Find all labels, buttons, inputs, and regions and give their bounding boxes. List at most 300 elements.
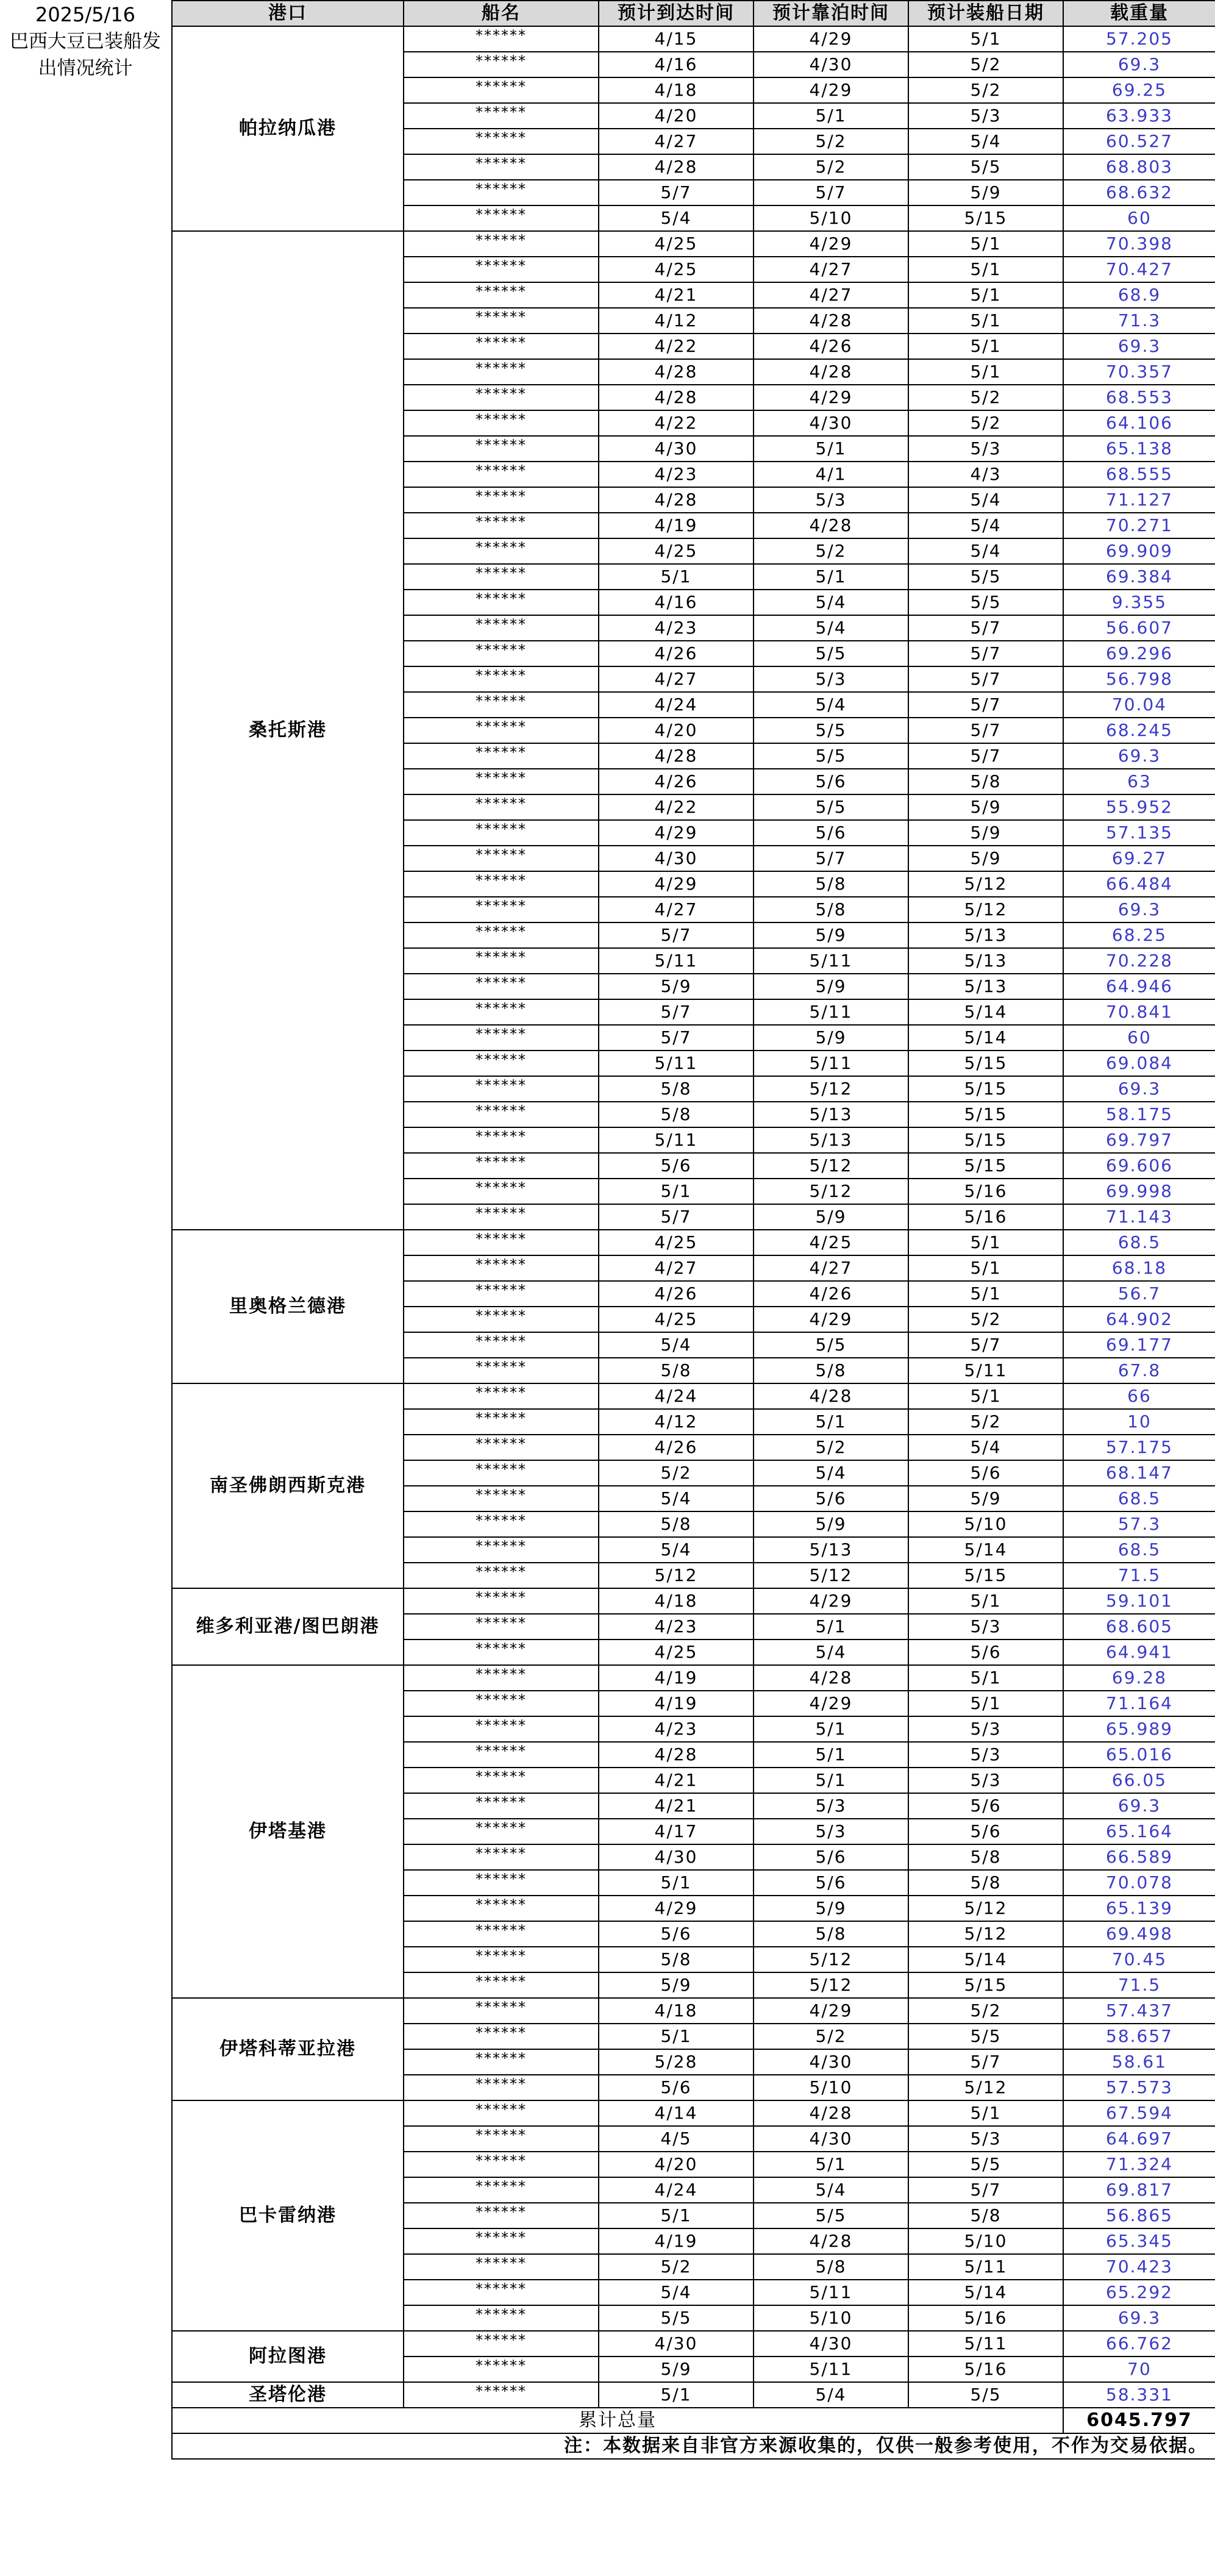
ship-name: ****** (404, 1076, 599, 1102)
etb-cell: 5/2 (754, 2024, 908, 2049)
weight-cell: 71.324 (1063, 2152, 1215, 2177)
ship-name: ****** (404, 2254, 599, 2280)
report-date: 2025/5/16 (35, 3, 136, 26)
weight-cell: 68.555 (1063, 462, 1215, 487)
weight-cell: 68.5 (1063, 1486, 1215, 1511)
eta-cell: 5/1 (599, 1179, 754, 1204)
load-date-cell: 5/15 (908, 205, 1063, 231)
etb-cell: 5/4 (754, 1639, 908, 1665)
etb-cell: 5/6 (754, 820, 908, 846)
weight-cell: 66.484 (1063, 871, 1215, 897)
ship-name: ****** (404, 2024, 599, 2049)
load-date-cell: 5/16 (908, 1204, 1063, 1230)
eta-cell: 4/16 (599, 590, 754, 615)
load-date-cell: 5/13 (908, 948, 1063, 974)
eta-cell: 4/25 (599, 538, 754, 564)
report-title-line1: 巴西大豆已装船发 (10, 30, 161, 52)
load-date-cell: 5/6 (908, 1819, 1063, 1844)
load-date-cell: 5/9 (908, 180, 1063, 205)
header-etb: 预计靠泊时间 (754, 1, 908, 26)
ship-name: ****** (404, 334, 599, 359)
load-date-cell: 5/1 (908, 1691, 1063, 1716)
eta-cell: 5/1 (599, 2382, 754, 2408)
load-date-cell: 5/7 (908, 692, 1063, 718)
etb-cell: 5/6 (754, 1870, 908, 1896)
eta-cell: 4/29 (599, 820, 754, 846)
eta-cell: 5/2 (599, 1460, 754, 1486)
eta-cell: 4/30 (599, 846, 754, 871)
etb-cell: 4/1 (754, 462, 908, 487)
table-row (172, 1588, 1215, 1614)
ship-name: ****** (404, 2152, 599, 2177)
etb-cell: 5/5 (754, 743, 908, 769)
weight-cell: 70.423 (1063, 2254, 1215, 2280)
etb-cell: 5/9 (754, 922, 908, 948)
ship-name: ****** (404, 1127, 599, 1153)
header-weight: 载重量 (1063, 1, 1215, 26)
ship-name: ****** (404, 1383, 599, 1409)
eta-cell: 5/12 (599, 1563, 754, 1588)
port-name: 伊塔基港 (172, 1665, 404, 1998)
load-date-cell: 5/14 (908, 2280, 1063, 2305)
eta-cell: 4/12 (599, 1409, 754, 1435)
table-row (172, 2100, 1215, 2126)
port-name: 圣塔伦港 (172, 2382, 404, 2408)
weight-cell: 70.04 (1063, 692, 1215, 718)
load-date-cell: 5/11 (908, 1358, 1063, 1383)
load-date-cell: 5/5 (908, 154, 1063, 180)
eta-cell: 4/27 (599, 666, 754, 692)
weight-cell: 70.45 (1063, 1947, 1215, 1972)
load-date-cell: 5/1 (908, 1588, 1063, 1614)
etb-cell: 5/13 (754, 1102, 908, 1127)
etb-cell: 4/28 (754, 513, 908, 538)
load-date-cell: 5/9 (908, 794, 1063, 820)
ship-name: ****** (404, 1844, 599, 1870)
eta-cell: 5/8 (599, 1076, 754, 1102)
etb-cell: 5/9 (754, 1025, 908, 1051)
eta-cell: 5/1 (599, 1870, 754, 1896)
eta-cell: 4/26 (599, 769, 754, 794)
header-load-date: 预计装船日期 (908, 1, 1063, 26)
etb-cell: 4/30 (754, 410, 908, 436)
etb-cell: 4/27 (754, 1255, 908, 1281)
ship-name: ****** (404, 385, 599, 410)
etb-cell: 5/1 (754, 103, 908, 129)
eta-cell: 4/29 (599, 871, 754, 897)
ship-name: ****** (404, 794, 599, 820)
etb-cell: 5/9 (754, 974, 908, 999)
eta-cell: 5/4 (599, 205, 754, 231)
load-date-cell: 5/4 (908, 538, 1063, 564)
ship-name: ****** (404, 205, 599, 231)
eta-cell: 4/15 (599, 26, 754, 52)
ship-name: ****** (404, 692, 599, 718)
load-date-cell: 5/3 (908, 1742, 1063, 1768)
eta-cell: 5/8 (599, 1511, 754, 1537)
ship-name: ****** (404, 1102, 599, 1127)
weight-cell: 68.9 (1063, 282, 1215, 308)
weight-cell: 70.228 (1063, 948, 1215, 974)
etb-cell: 5/8 (754, 1921, 908, 1947)
load-date-cell: 5/7 (908, 743, 1063, 769)
eta-cell: 4/27 (599, 897, 754, 922)
weight-cell: 65.989 (1063, 1716, 1215, 1742)
load-date-cell: 5/2 (908, 385, 1063, 410)
load-date-cell: 5/1 (908, 2100, 1063, 2126)
load-date-cell: 5/16 (908, 2357, 1063, 2382)
weight-cell: 69.3 (1063, 1076, 1215, 1102)
weight-cell: 69.3 (1063, 334, 1215, 359)
port-name: 维多利亚港/图巴朗港 (172, 1588, 404, 1665)
ship-name: ****** (404, 999, 599, 1025)
ship-name: ****** (404, 1768, 599, 1793)
ship-name: ****** (404, 1409, 599, 1435)
etb-cell: 4/29 (754, 1691, 908, 1716)
etb-cell: 5/5 (754, 794, 908, 820)
etb-cell: 5/10 (754, 205, 908, 231)
eta-cell: 5/8 (599, 1358, 754, 1383)
weight-cell: 60 (1063, 205, 1215, 231)
weight-cell: 68.18 (1063, 1255, 1215, 1281)
ship-name: ****** (404, 718, 599, 743)
weight-cell: 55.952 (1063, 794, 1215, 820)
etb-cell: 5/3 (754, 666, 908, 692)
table-header-row (172, 1, 1215, 26)
eta-cell: 4/12 (599, 308, 754, 334)
weight-cell: 70.078 (1063, 1870, 1215, 1896)
load-date-cell: 5/1 (908, 282, 1063, 308)
weight-cell: 71.5 (1063, 1563, 1215, 1588)
etb-cell: 5/1 (754, 1742, 908, 1768)
etb-cell: 5/8 (754, 1358, 908, 1383)
port-name: 桑托斯港 (172, 231, 404, 1230)
ship-name: ****** (404, 2203, 599, 2228)
load-date-cell: 5/7 (908, 666, 1063, 692)
weight-cell: 58.61 (1063, 2049, 1215, 2075)
load-date-cell: 5/12 (908, 2075, 1063, 2100)
weight-cell: 64.697 (1063, 2126, 1215, 2152)
etb-cell: 5/13 (754, 1537, 908, 1563)
weight-cell: 65.292 (1063, 2280, 1215, 2305)
ship-name: ****** (404, 359, 599, 385)
ship-name: ****** (404, 820, 599, 846)
eta-cell: 5/11 (599, 948, 754, 974)
total-label: 累计总量 (172, 2408, 1063, 2433)
etb-cell: 5/11 (754, 1051, 908, 1076)
etb-cell: 5/12 (754, 1076, 908, 1102)
ship-name: ****** (404, 1742, 599, 1768)
weight-cell: 59.101 (1063, 1588, 1215, 1614)
load-date-cell: 5/8 (908, 1844, 1063, 1870)
eta-cell: 4/25 (599, 1230, 754, 1255)
weight-cell: 68.5 (1063, 1537, 1215, 1563)
ship-name: ****** (404, 1025, 599, 1051)
weight-cell: 71.5 (1063, 1972, 1215, 1998)
eta-cell: 5/7 (599, 1025, 754, 1051)
weight-cell: 65.016 (1063, 1742, 1215, 1768)
etb-cell: 5/4 (754, 1460, 908, 1486)
etb-cell: 5/12 (754, 1947, 908, 1972)
load-date-cell: 5/2 (908, 52, 1063, 77)
eta-cell: 4/25 (599, 1639, 754, 1665)
ship-name: ****** (404, 1332, 599, 1358)
ship-name: ****** (404, 513, 599, 538)
ship-name: ****** (404, 282, 599, 308)
ship-name: ****** (404, 1921, 599, 1947)
etb-cell: 5/5 (754, 1332, 908, 1358)
weight-cell: 70.271 (1063, 513, 1215, 538)
load-date-cell: 5/15 (908, 1076, 1063, 1102)
weight-cell: 71.143 (1063, 1204, 1215, 1230)
eta-cell: 5/1 (599, 2203, 754, 2228)
ship-name: ****** (404, 26, 599, 52)
weight-cell: 69.498 (1063, 1921, 1215, 1947)
etb-cell: 5/8 (754, 2254, 908, 2280)
ship-name: ****** (404, 871, 599, 897)
eta-cell: 5/1 (599, 2024, 754, 2049)
eta-cell: 4/30 (599, 436, 754, 462)
eta-cell: 4/24 (599, 692, 754, 718)
ship-name: ****** (404, 1639, 599, 1665)
etb-cell: 5/9 (754, 1511, 908, 1537)
etb-cell: 5/7 (754, 180, 908, 205)
port-name: 阿拉图港 (172, 2331, 404, 2382)
table-body (172, 26, 1215, 2408)
eta-cell: 4/16 (599, 52, 754, 77)
etb-cell: 4/26 (754, 1281, 908, 1307)
ship-name: ****** (404, 1896, 599, 1921)
weight-cell: 69.296 (1063, 641, 1215, 666)
eta-cell: 4/24 (599, 2177, 754, 2203)
etb-cell: 5/7 (754, 846, 908, 871)
ship-name: ****** (404, 308, 599, 334)
load-date-cell: 5/15 (908, 1563, 1063, 1588)
etb-cell: 5/3 (754, 1819, 908, 1844)
ship-name: ****** (404, 2331, 599, 2357)
load-date-cell: 5/1 (908, 308, 1063, 334)
ship-name: ****** (404, 1358, 599, 1383)
weight-cell: 56.607 (1063, 615, 1215, 641)
etb-cell: 4/29 (754, 77, 908, 103)
ship-name: ****** (404, 2305, 599, 2331)
ship-name: ****** (404, 1793, 599, 1819)
eta-cell: 4/22 (599, 410, 754, 436)
weight-cell: 68.245 (1063, 718, 1215, 743)
load-date-cell: 5/1 (908, 1255, 1063, 1281)
ship-name: ****** (404, 77, 599, 103)
weight-cell: 70.841 (1063, 999, 1215, 1025)
header-port: 港口 (172, 1, 404, 26)
load-date-cell: 5/14 (908, 1537, 1063, 1563)
load-date-cell: 5/3 (908, 1716, 1063, 1742)
load-date-cell: 5/12 (908, 1896, 1063, 1921)
etb-cell: 5/5 (754, 718, 908, 743)
etb-cell: 4/30 (754, 2049, 908, 2075)
ship-name: ****** (404, 1307, 599, 1332)
eta-cell: 4/23 (599, 462, 754, 487)
etb-cell: 5/4 (754, 615, 908, 641)
load-date-cell: 5/1 (908, 1383, 1063, 1409)
load-date-cell: 5/3 (908, 103, 1063, 129)
weight-cell: 64.941 (1063, 1639, 1215, 1665)
load-date-cell: 5/5 (908, 2024, 1063, 2049)
weight-cell: 68.25 (1063, 922, 1215, 948)
weight-cell: 57.437 (1063, 1998, 1215, 2024)
weight-cell: 57.205 (1063, 26, 1215, 52)
ship-name: ****** (404, 1281, 599, 1307)
etb-cell: 5/9 (754, 1896, 908, 1921)
weight-cell: 70.398 (1063, 231, 1215, 257)
weight-cell: 58.175 (1063, 1102, 1215, 1127)
table-row (172, 2382, 1215, 2408)
etb-cell: 5/6 (754, 769, 908, 794)
weight-cell: 56.798 (1063, 666, 1215, 692)
eta-cell: 4/20 (599, 2152, 754, 2177)
ship-name: ****** (404, 1972, 599, 1998)
weight-cell: 65.139 (1063, 1896, 1215, 1921)
etb-cell: 5/3 (754, 487, 908, 513)
etb-cell: 4/27 (754, 282, 908, 308)
weight-cell: 66 (1063, 1383, 1215, 1409)
table-row (172, 231, 1215, 257)
ship-name: ****** (404, 666, 599, 692)
eta-cell: 4/18 (599, 1588, 754, 1614)
etb-cell: 5/6 (754, 1486, 908, 1511)
load-date-cell: 5/3 (908, 1614, 1063, 1639)
load-date-cell: 5/7 (908, 2177, 1063, 2203)
weight-cell: 66.762 (1063, 2331, 1215, 2357)
weight-cell: 69.177 (1063, 1332, 1215, 1358)
eta-cell: 4/21 (599, 1793, 754, 1819)
weight-cell: 69.3 (1063, 743, 1215, 769)
weight-cell: 57.3 (1063, 1511, 1215, 1537)
load-date-cell: 5/12 (908, 1921, 1063, 1947)
disclaimer-note: 注：本数据来自非官方来源收集的，仅供一般参考使用，不作为交易依据。 (172, 2433, 1215, 2459)
load-date-cell: 5/4 (908, 1435, 1063, 1460)
load-date-cell: 5/2 (908, 1307, 1063, 1332)
ship-name: ****** (404, 564, 599, 590)
weight-cell: 65.138 (1063, 436, 1215, 462)
ship-name: ****** (404, 1255, 599, 1281)
load-date-cell: 5/11 (908, 2254, 1063, 2280)
ship-name: ****** (404, 538, 599, 564)
eta-cell: 4/5 (599, 2126, 754, 2152)
ship-name: ****** (404, 2075, 599, 2100)
load-date-cell: 5/15 (908, 1972, 1063, 1998)
ship-name: ****** (404, 1051, 599, 1076)
eta-cell: 4/21 (599, 1768, 754, 1793)
weight-cell: 58.657 (1063, 2024, 1215, 2049)
etb-cell: 4/29 (754, 1588, 908, 1614)
load-date-cell: 5/2 (908, 77, 1063, 103)
etb-cell: 4/29 (754, 231, 908, 257)
ship-name: ****** (404, 1716, 599, 1742)
report-title-line2: 出情况统计 (38, 57, 133, 79)
etb-cell: 5/1 (754, 1614, 908, 1639)
eta-cell: 4/19 (599, 1665, 754, 1691)
etb-cell: 5/11 (754, 2280, 908, 2305)
weight-cell: 69.606 (1063, 1153, 1215, 1179)
ship-name: ****** (404, 1665, 599, 1691)
table-row (172, 1383, 1215, 1409)
eta-cell: 4/23 (599, 1716, 754, 1742)
etb-cell: 5/5 (754, 641, 908, 666)
weight-cell: 64.902 (1063, 1307, 1215, 1332)
etb-cell: 5/2 (754, 154, 908, 180)
weight-cell: 57.135 (1063, 820, 1215, 846)
etb-cell: 5/8 (754, 897, 908, 922)
eta-cell: 4/20 (599, 103, 754, 129)
load-date-cell: 5/7 (908, 718, 1063, 743)
ship-name: ****** (404, 1230, 599, 1255)
weight-cell: 67.594 (1063, 2100, 1215, 2126)
etb-cell: 5/11 (754, 2357, 908, 2382)
load-date-cell: 5/15 (908, 1127, 1063, 1153)
ship-name: ****** (404, 2357, 599, 2382)
ship-name: ****** (404, 922, 599, 948)
etb-cell: 4/28 (754, 308, 908, 334)
load-date-cell: 5/5 (908, 590, 1063, 615)
load-date-cell: 5/14 (908, 1025, 1063, 1051)
ship-name: ****** (404, 846, 599, 871)
weight-cell: 56.7 (1063, 1281, 1215, 1307)
weight-cell: 65.345 (1063, 2228, 1215, 2254)
weight-cell: 68.605 (1063, 1614, 1215, 1639)
eta-cell: 5/4 (599, 1537, 754, 1563)
etb-cell: 5/8 (754, 871, 908, 897)
weight-cell: 60 (1063, 1025, 1215, 1051)
etb-cell: 5/2 (754, 538, 908, 564)
load-date-cell: 5/3 (908, 2126, 1063, 2152)
load-date-cell: 5/15 (908, 1102, 1063, 1127)
eta-cell: 5/5 (599, 2305, 754, 2331)
weight-cell: 70.357 (1063, 359, 1215, 385)
load-date-cell: 5/5 (908, 564, 1063, 590)
etb-cell: 5/11 (754, 948, 908, 974)
load-date-cell: 5/2 (908, 1998, 1063, 2024)
weight-cell: 57.573 (1063, 2075, 1215, 2100)
eta-cell: 5/1 (599, 564, 754, 590)
eta-cell: 5/7 (599, 180, 754, 205)
weight-cell: 65.164 (1063, 1819, 1215, 1844)
ship-name: ****** (404, 52, 599, 77)
eta-cell: 4/25 (599, 257, 754, 282)
load-date-cell: 5/15 (908, 1051, 1063, 1076)
ship-name: ****** (404, 641, 599, 666)
port-name: 里奥格兰德港 (172, 1230, 404, 1383)
load-date-cell: 5/6 (908, 1793, 1063, 1819)
ship-name: ****** (404, 897, 599, 922)
eta-cell: 5/2 (599, 2254, 754, 2280)
eta-cell: 5/7 (599, 999, 754, 1025)
eta-cell: 4/28 (599, 385, 754, 410)
eta-cell: 5/6 (599, 1921, 754, 1947)
ship-name: ****** (404, 462, 599, 487)
load-date-cell: 5/11 (908, 2331, 1063, 2357)
ship-name: ****** (404, 1870, 599, 1896)
port-name: 南圣佛朗西斯克港 (172, 1383, 404, 1588)
etb-cell: 4/27 (754, 257, 908, 282)
eta-cell: 4/20 (599, 718, 754, 743)
ship-name: ****** (404, 2280, 599, 2305)
etb-cell: 4/28 (754, 1383, 908, 1409)
eta-cell: 4/23 (599, 1614, 754, 1639)
load-date-cell: 5/13 (908, 922, 1063, 948)
etb-cell: 5/4 (754, 2382, 908, 2408)
load-date-cell: 5/9 (908, 846, 1063, 871)
header-eta: 预计到达时间 (599, 1, 754, 26)
